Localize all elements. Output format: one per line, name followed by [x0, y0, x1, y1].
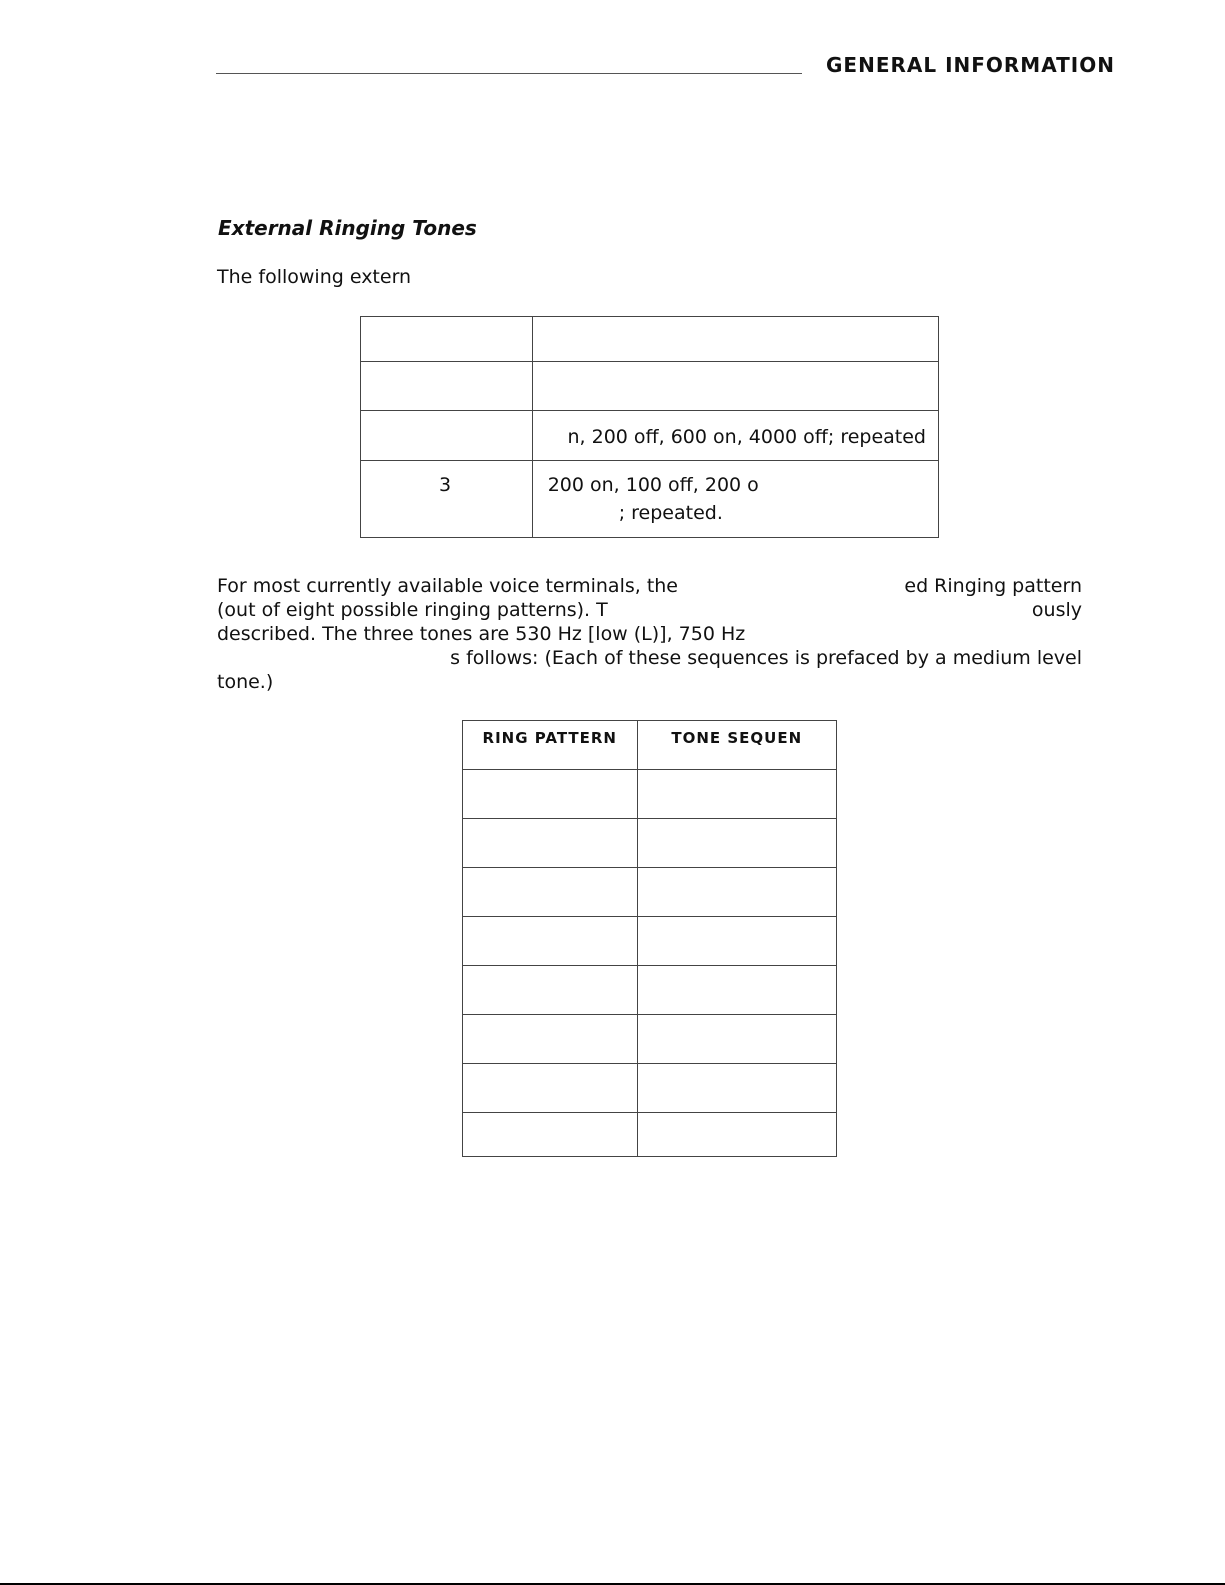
table-row	[463, 1015, 837, 1064]
paragraph-line: described. The three tones are 530 Hz [low (L)], 750 Hz	[217, 623, 746, 645]
table-cell	[361, 317, 533, 362]
table-row	[463, 966, 837, 1015]
column-header-ring-pattern	[463, 721, 638, 770]
table-row	[463, 1064, 837, 1113]
column-header-label: RING PATTERN	[482, 729, 617, 747]
paragraph-line: For most currently available voice terminals, the	[217, 575, 679, 597]
page-header-title: GENERAL INFORMATION	[826, 53, 1115, 77]
paragraph-line: tone.)	[217, 671, 274, 693]
table-cell	[532, 461, 938, 538]
table-cell	[637, 1113, 836, 1157]
cell-text: 3	[439, 474, 452, 496]
table-cell	[463, 819, 638, 868]
cell-text: ; repeated.	[618, 502, 723, 524]
paragraph-line: s follows: (Each of these sequences is prefaced by a medium level	[450, 647, 1082, 669]
ringing-tone-table	[360, 316, 939, 538]
table-cell	[463, 1064, 638, 1113]
table-cell	[637, 1015, 836, 1064]
table-cell	[463, 1015, 638, 1064]
table-cell	[637, 770, 836, 819]
paragraph-line: (out of eight possible ringing patterns). T	[217, 599, 608, 621]
table-cell	[637, 1064, 836, 1113]
ring-pattern-table-body	[463, 770, 837, 1157]
column-header-label: TONE SEQUEN	[671, 729, 803, 747]
table-row	[361, 317, 939, 362]
table-cell	[532, 362, 938, 411]
table-row	[463, 770, 837, 819]
column-header-tone-sequence	[637, 721, 836, 770]
table-row	[361, 411, 939, 461]
paragraph-line: ously	[1031, 599, 1082, 621]
intro-text: The following extern	[217, 266, 412, 288]
table-row	[463, 917, 837, 966]
table-cell	[637, 868, 836, 917]
table-header-row	[463, 721, 837, 770]
table-cell	[361, 362, 533, 411]
table-row	[463, 819, 837, 868]
table-row	[361, 461, 939, 538]
table-row	[361, 362, 939, 411]
cell-text: n, 200 off, 600 on, 4000 off; repeated	[567, 426, 926, 448]
header-rule	[216, 73, 802, 74]
cell-text: 200 on, 100 off, 200 o	[547, 474, 759, 496]
ring-pattern-table	[462, 720, 837, 1157]
paragraph-line: ed Ringing pattern	[904, 575, 1082, 597]
table-cell	[532, 411, 938, 461]
table-cell	[637, 966, 836, 1015]
table-cell	[463, 770, 638, 819]
table-cell	[463, 1113, 638, 1157]
table-cell	[637, 819, 836, 868]
table-row	[463, 868, 837, 917]
table-cell	[361, 461, 533, 538]
table-cell	[463, 966, 638, 1015]
table-cell	[361, 411, 533, 461]
section-title: External Ringing Tones	[218, 216, 477, 240]
table-cell	[532, 317, 938, 362]
table-cell	[463, 868, 638, 917]
table-row	[463, 1113, 837, 1157]
table-cell	[463, 917, 638, 966]
table-cell	[637, 917, 836, 966]
